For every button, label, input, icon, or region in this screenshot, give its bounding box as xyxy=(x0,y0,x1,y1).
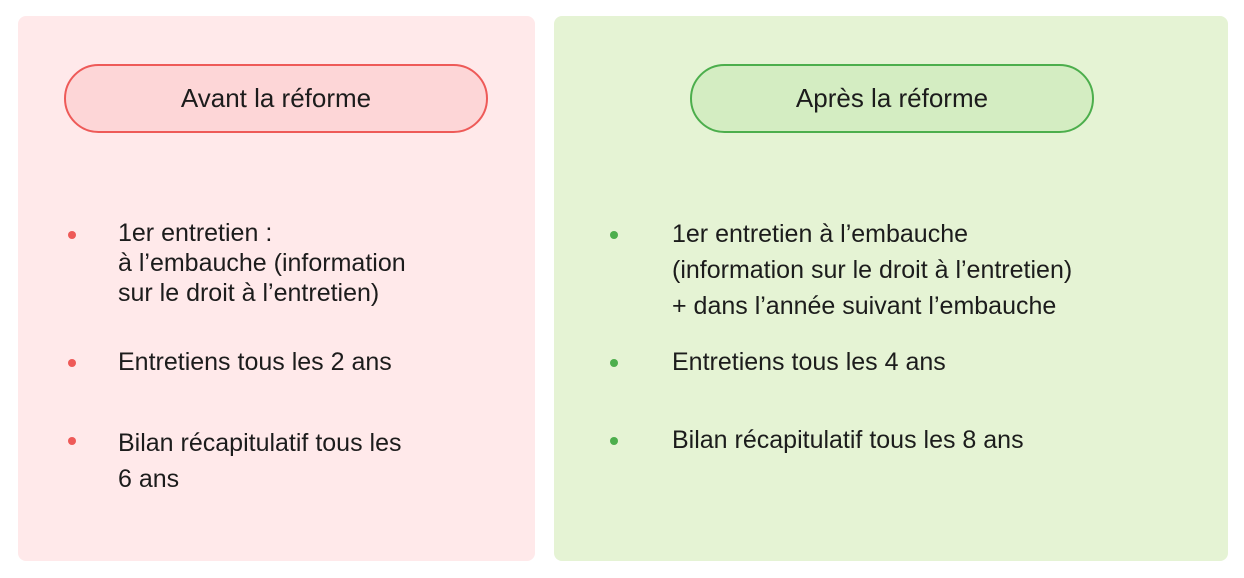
before-item-2-line-1: Entretiens tous les 2 ans xyxy=(118,348,392,376)
bullet-icon xyxy=(68,359,76,367)
before-item-1-line-3: sur le droit à l’entretien) xyxy=(118,279,380,307)
after-reform-panel xyxy=(554,16,1228,561)
before-item-summary xyxy=(118,425,401,497)
before-item-3-line-1: Bilan récapitulatif tous les xyxy=(118,429,402,457)
after-item-first-interview xyxy=(672,216,1072,324)
before-item-3-line-2: 6 ans xyxy=(118,465,180,493)
after-item-1-line-1: 1er entretien à l’embauche xyxy=(672,220,969,248)
before-reform-title: Avant la réforme xyxy=(64,64,488,133)
bullet-icon xyxy=(610,231,618,239)
after-item-summary xyxy=(672,425,1024,455)
before-reform-panel xyxy=(18,16,535,561)
after-item-interviews xyxy=(672,347,946,377)
after-item-1-line-3: + dans l’année suivant l’embauche xyxy=(672,292,1057,320)
before-item-first-interview xyxy=(118,218,406,308)
after-item-1-line-2: (information sur le droit à l’entretien) xyxy=(672,256,1073,284)
bullet-icon xyxy=(610,359,618,367)
bullet-icon xyxy=(68,231,76,239)
after-reform-title: Après la réforme xyxy=(690,64,1094,133)
after-item-2-line-1: Entretiens tous les 4 ans xyxy=(672,348,946,376)
before-item-1-line-1: 1er entretien : xyxy=(118,219,273,247)
before-item-1-line-2: à l’embauche (information xyxy=(118,249,406,277)
bullet-icon xyxy=(68,437,76,445)
bullet-icon xyxy=(610,437,618,445)
after-item-3-line-1: Bilan récapitulatif tous les 8 ans xyxy=(672,426,1024,454)
before-item-interviews xyxy=(118,347,392,377)
